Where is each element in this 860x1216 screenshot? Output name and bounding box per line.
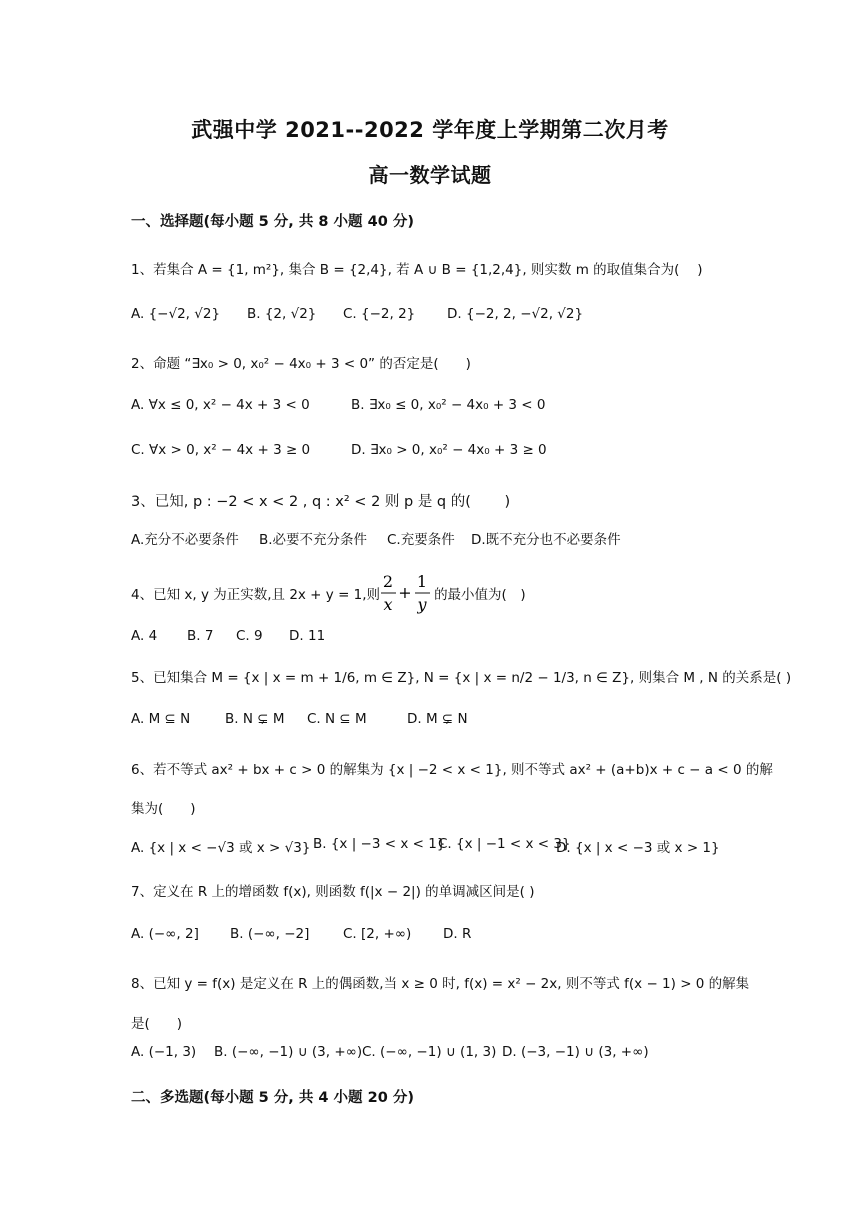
question-1-option-b: B. {2, √2}: [247, 306, 317, 322]
question-4-stem-post: 的最小值为( ): [434, 587, 526, 603]
question-5-stem: 5、已知集合 M = {x | x = m + 1/6, m ∈ Z}, N = {x | x = n/2 − 1/3, n ∈ Z}, 则集合 M , N 的关系是( ): [131, 670, 792, 686]
question-3-option-d: D.既不充分也不必要条件: [471, 532, 621, 548]
question-6-stem-line2: 集为( ): [131, 801, 196, 817]
question-7-option-a: A. (−∞, 2]: [131, 926, 199, 942]
exam-subtitle: 高一数学试题: [368, 163, 492, 187]
svg-text:1: 1: [416, 572, 428, 591]
question-1-option-d: D. {−2, 2, −√2, √2}: [447, 306, 584, 322]
question-4-fraction-expression: [380, 570, 434, 616]
question-6-option-a: A. {x | x < −√3 或 x > √3}: [131, 840, 311, 856]
question-6-option-b: B. {x | −3 < x < 1}: [313, 836, 446, 852]
question-3-stem: 3、已知, p : −2 < x < 2 , q : x² < 2 则 p 是 q 的( ): [131, 494, 511, 510]
question-6-stem-line1: 6、若不等式 ax² + bx + c > 0 的解集为 {x | −2 < x < 1}, 则不等式 ax² + (a+b)x + c − a < 0 的解: [131, 762, 773, 778]
question-4-option-d: D. 11: [289, 628, 326, 644]
svg-text:y: y: [417, 595, 427, 614]
svg-text:2: 2: [382, 572, 394, 591]
question-5-option-b: B. N ⊊ M: [225, 711, 285, 727]
question-6-option-c: C. {x | −1 < x < 3}: [438, 836, 571, 852]
question-2-option-a: A. ∀x ≤ 0, x² − 4x + 3 < 0: [131, 397, 310, 413]
question-3-option-c: C.充要条件: [387, 532, 455, 548]
section-heading-multiple-choice: 二、多选题(每小题 5 分, 共 4 小题 20 分): [131, 1090, 414, 1106]
svg-text:x: x: [383, 595, 393, 614]
question-1-stem: 1、若集合 A = {1, m²}, 集合 B = {2,4}, 若 A ∪ B = {1,2,4}, 则实数 m 的取值集合为( ): [131, 262, 703, 278]
question-5-option-d: D. M ⊊ N: [407, 711, 468, 727]
question-8-stem-line2: 是( ): [131, 1016, 183, 1032]
question-1-option-a: A. {−√2, √2}: [131, 306, 221, 322]
question-5-option-a: A. M ⊆ N: [131, 711, 191, 727]
question-4-option-b: B. 7: [187, 628, 214, 644]
question-5-option-c: C. N ⊆ M: [307, 711, 367, 727]
exam-title: 武强中学 2021--2022 学年度上学期第二次月考: [191, 118, 669, 142]
question-4-stem-pre: 4、已知 x, y 为正实数,且 2x + y = 1,则: [131, 587, 381, 603]
question-2-option-c: C. ∀x > 0, x² − 4x + 3 ≥ 0: [131, 442, 311, 458]
question-8-option-b: B. (−∞, −1) ∪ (3, +∞): [214, 1044, 363, 1060]
question-2-stem: 2、命题 “∃x₀ > 0, x₀² − 4x₀ + 3 < 0” 的否定是( ): [131, 356, 471, 372]
question-7-stem: 7、定义在 R 上的增函数 f(x), 则函数 f(|x − 2|) 的单调减区间是( ): [131, 884, 535, 900]
question-6-option-d: D. {x | x < −3 或 x > 1}: [556, 840, 720, 856]
question-1-option-c: C. {−2, 2}: [343, 306, 416, 322]
question-7-option-b: B. (−∞, −2]: [230, 926, 310, 942]
question-8-option-d: D. (−3, −1) ∪ (3, +∞): [502, 1044, 649, 1060]
svg-text:+: +: [398, 583, 412, 602]
question-4-option-a: A. 4: [131, 628, 158, 644]
question-3-option-a: A.充分不必要条件: [131, 532, 239, 548]
question-3-option-b: B.必要不充分条件: [259, 532, 368, 548]
question-8-option-a: A. (−1, 3): [131, 1044, 197, 1060]
question-2-option-b: B. ∃x₀ ≤ 0, x₀² − 4x₀ + 3 < 0: [351, 397, 546, 413]
question-4-stem: [131, 568, 526, 618]
question-8-option-c: C. (−∞, −1) ∪ (1, 3): [362, 1044, 497, 1060]
question-2-option-d: D. ∃x₀ > 0, x₀² − 4x₀ + 3 ≥ 0: [351, 442, 547, 458]
question-7-option-c: C. [2, +∞): [343, 926, 412, 942]
section-heading-choice: 一、选择题(每小题 5 分, 共 8 小题 40 分): [131, 214, 414, 230]
question-8-stem-line1: 8、已知 y = f(x) 是定义在 R 上的偶函数,当 x ≥ 0 时, f(x) = x² − 2x, 则不等式 f(x − 1) > 0 的解集: [131, 976, 750, 992]
question-7-option-d: D. R: [443, 926, 472, 942]
question-4-option-c: C. 9: [236, 628, 263, 644]
